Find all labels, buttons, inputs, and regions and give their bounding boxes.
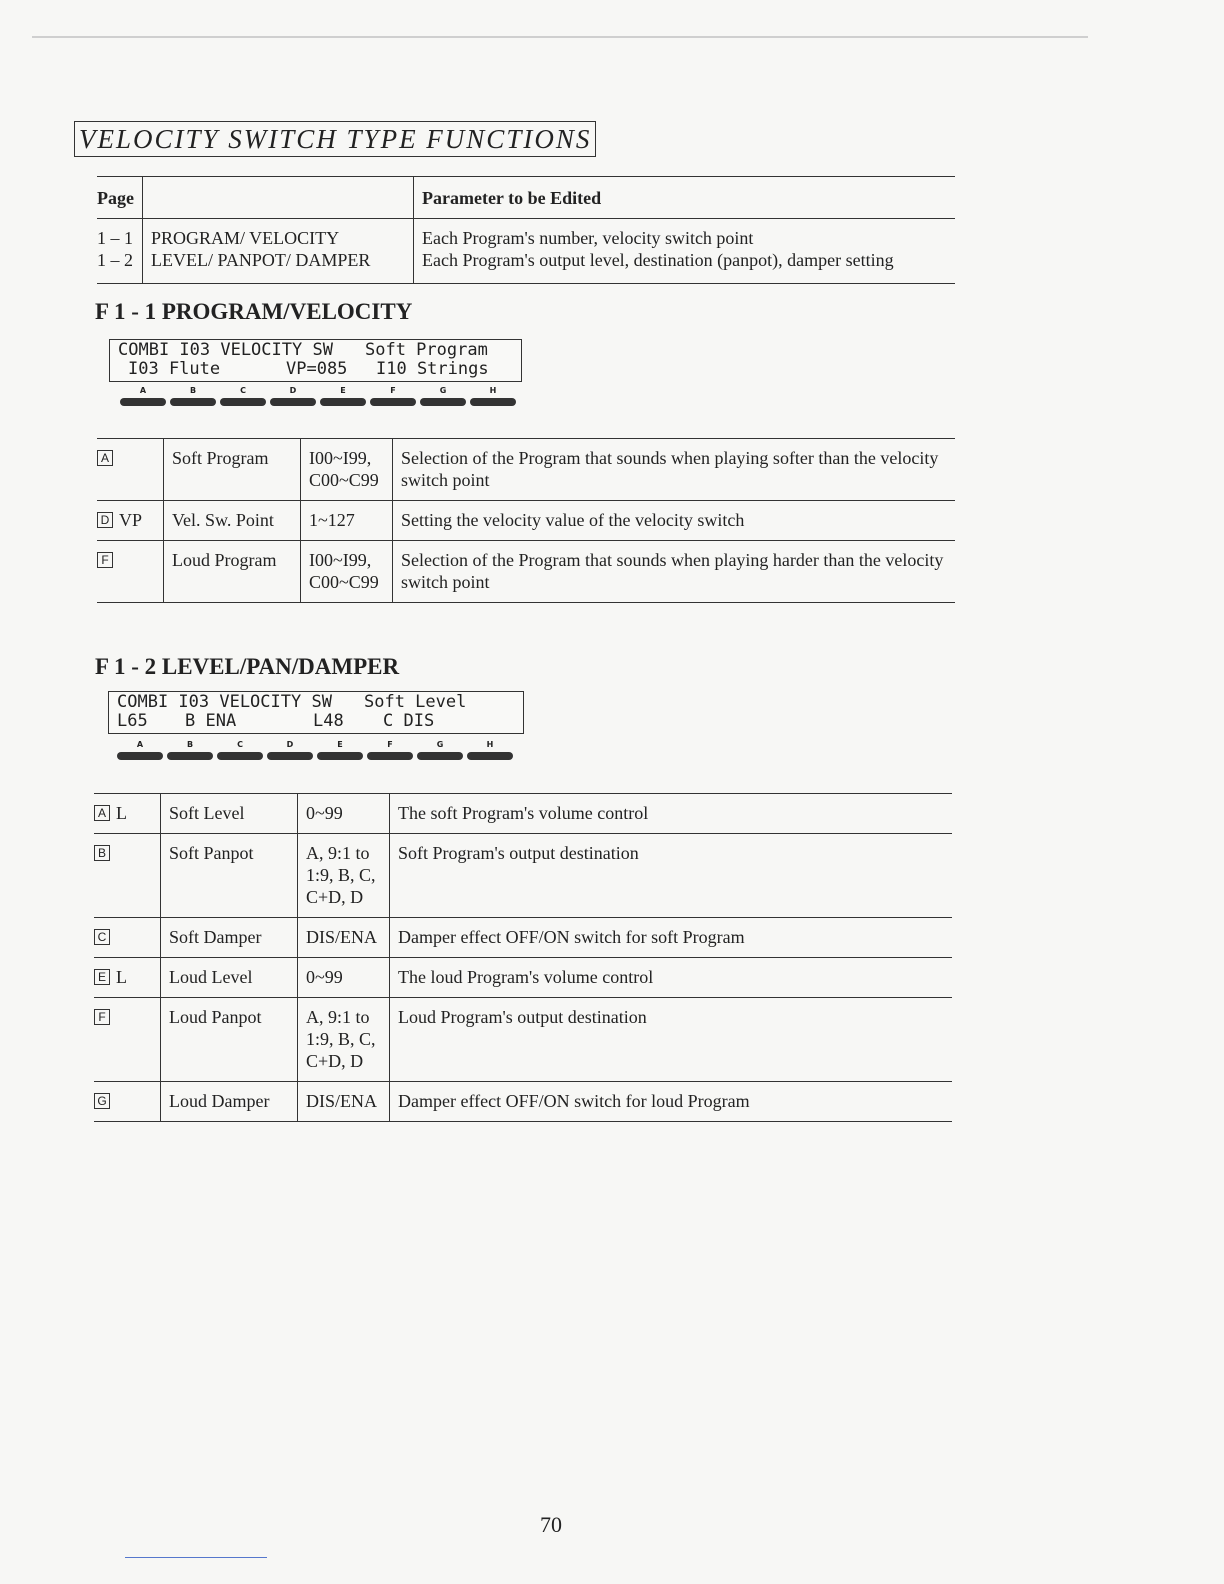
section-title: VELOCITY SWITCH TYPE FUNCTIONS [74,121,596,157]
lcd-line-2 [117,712,515,731]
param-name: Loud Program [164,541,301,603]
key-d-icon: D [97,512,113,528]
lcd-loud-level: L48 [313,711,344,731]
f1-2-lcd-display [108,691,524,734]
lcd-loud-pan-damper: C DIS [383,711,435,731]
key-f-icon: F [94,1009,110,1025]
soft-key-c[interactable]: C [220,386,266,406]
soft-key-g[interactable]: G [417,740,463,760]
lcd-line-1 [117,693,515,712]
soft-key-h[interactable]: H [470,386,516,406]
overview-header-blank [142,177,413,219]
f1-1-heading: F 1 - 1 PROGRAM/VELOCITY [95,299,413,324]
lcd-loud-program: I10 Strings [376,359,489,379]
soft-key-f[interactable]: F [370,386,416,406]
param-name: Loud Panpot [161,998,298,1082]
overview-name-1: PROGRAM/ VELOCITY [150,228,340,248]
top-rule [32,36,1088,38]
param-name: Loud Damper [161,1082,298,1122]
f1-1-lcd-display [109,339,522,382]
param-name: Soft Panpot [161,834,298,918]
param-range: DIS/ENA [298,1082,390,1122]
lcd-soft-level: L65 [117,711,148,731]
soft-key-e[interactable]: E [317,740,363,760]
param-name: Soft Damper [161,918,298,958]
lcd-line-2 [118,360,513,379]
lcd-soft-pan-damper: B ENA [185,711,237,731]
param-range: 0~99 [298,958,390,998]
bottom-link-underline [125,1557,267,1558]
overview-page-1: 1 – 1 [97,228,133,248]
overview-param-1: Each Program's number, velocity switch point [421,228,754,248]
table-row [94,1082,952,1122]
key-g-icon: G [94,1093,110,1109]
table-row [94,918,952,958]
overview-header-param: Parameter to be Edited [413,177,955,219]
param-description: Damper effect OFF/ON switch for soft Program [390,918,953,958]
f1-2-param-table [94,793,952,1122]
param-description: Setting the velocity value of the velocity switch [393,501,956,541]
key-e-icon: E [94,969,110,985]
param-description: Selection of the Program that sounds when playing softer than the velocity switch point [393,439,956,501]
soft-key-g[interactable]: G [420,386,466,406]
key-f-icon: F [97,552,113,568]
overview-body-row [97,219,955,284]
key-c-icon: C [94,929,110,945]
param-range: 0~99 [298,794,390,834]
param-range: I00~I99, C00~C99 [301,439,393,501]
soft-key-b[interactable]: B [167,740,213,760]
soft-key-b[interactable]: B [170,386,216,406]
param-name: Soft Level [161,794,298,834]
key-a-icon: A [97,450,113,466]
table-row [97,541,955,603]
lcd-page-label: Soft Level [364,692,467,712]
key-b-icon: B [94,845,110,861]
param-description: Soft Program's output destination [390,834,953,918]
table-row: D VP Vel. Sw. Point 1~127 Setting the velocity value of the velocity switch [97,501,955,541]
soft-key-d[interactable]: D [267,740,313,760]
soft-key-a[interactable]: A [117,740,163,760]
table-row [94,998,952,1082]
lcd-mode-text: COMBI I03 VELOCITY SW [117,692,332,712]
param-description: The loud Program's volume control [390,958,953,998]
param-range: A, 9:1 to 1:9, B, C, C+D, D [298,834,390,918]
table-row [94,834,952,918]
param-range: A, 9:1 to 1:9, B, C, C+D, D [298,998,390,1082]
param-range: DIS/ENA [298,918,390,958]
soft-key-h[interactable]: H [467,740,513,760]
param-description: The soft Program's volume control [390,794,953,834]
lcd-line-1 [118,341,513,360]
f1-2-heading: F 1 - 2 LEVEL/PAN/DAMPER [95,654,400,679]
soft-key-c[interactable]: C [217,740,263,760]
table-row [97,439,955,501]
param-name: Loud Level [161,958,298,998]
overview-header-row [97,177,955,219]
param-description: Selection of the Program that sounds when playing harder than the velocity switch point [393,541,956,603]
overview-name-2: LEVEL/ PANPOT/ DAMPER [150,250,371,270]
param-description: Loud Program's output destination [390,998,953,1082]
soft-key-a[interactable]: A [120,386,166,406]
soft-key-f[interactable]: F [367,740,413,760]
overview-page-2: 1 – 2 [97,250,133,270]
f1-1-param-table [97,438,955,603]
soft-key-d[interactable]: D [270,386,316,406]
key-a-icon: A [94,805,110,821]
lcd-mode-text: COMBI I03 VELOCITY SW [118,340,333,360]
param-range: 1~127 [301,501,393,541]
overview-table [97,176,955,284]
param-range: I00~I99, C00~C99 [301,541,393,603]
lcd-velocity-point: VP=085 [286,359,348,379]
overview-header-page: Page [97,177,142,219]
table-row: E L Loud Level 0~99 The loud Program's volume control [94,958,952,998]
param-description: Damper effect OFF/ON switch for loud Program [390,1082,953,1122]
param-name: Soft Program [164,439,301,501]
page-number: 70 [540,1512,562,1537]
soft-key-e[interactable]: E [320,386,366,406]
param-name: Vel. Sw. Point [164,501,301,541]
table-row: A L Soft Level 0~99 The soft Program's volume control [94,794,952,834]
overview-param-2: Each Program's output level, destination (panpot), damper setting [421,250,894,270]
lcd-soft-program: I03 Flute [128,359,221,379]
lcd-page-label: Soft Program [365,340,488,360]
